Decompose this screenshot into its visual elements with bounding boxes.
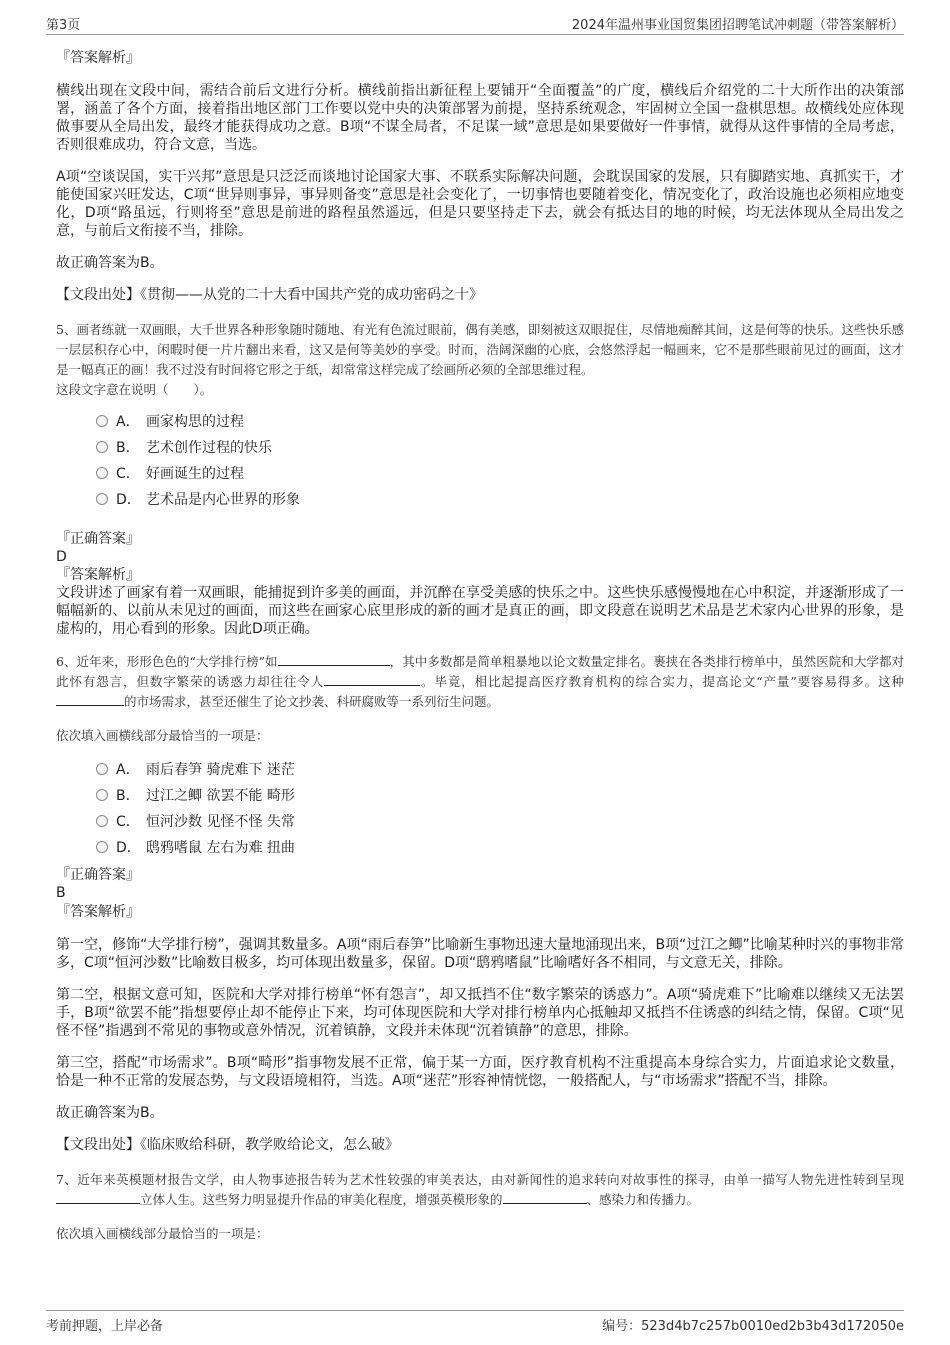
q4-analysis-para-2: A项“空谈误国，实干兴邦”意思是只泛泛而谈地讨论国家大事、不联系实际解决问题，会耽误国家的发展，只有脚踏实地、真抓实干，才能使国家兴旺发达，C项“世异则事异，事异则备变”意思是社会变化了，一切事情也要随着变化，情况变化了，政治设施也必须相应地变化，D项“路虽远，行则将至”意思是前进的路程虽然遥远，但是只要坚持走下去，就会有抵达目的地的时候，均无法体现从全局出发之意，与前后文衔接不当，排除。 bbox=[56, 169, 904, 239]
q5-analysis-label: 『答案解析』 bbox=[56, 567, 140, 583]
q5-option-a[interactable]: A． 画家构思的过程 bbox=[96, 408, 904, 434]
radio-icon[interactable] bbox=[96, 841, 108, 853]
q5-option-d[interactable]: D． 艺术品是内心世界的形象 bbox=[96, 486, 904, 512]
radio-icon[interactable] bbox=[96, 789, 108, 801]
q6-analysis-para-4: 故正确答案为B。 bbox=[56, 1105, 164, 1121]
q6-options bbox=[96, 756, 904, 860]
q5-option-b[interactable]: B． 艺术创作过程的快乐 bbox=[96, 434, 904, 460]
q6-option-b[interactable]: B． 过江之鲫 欲罢不能 畸形 bbox=[96, 782, 904, 808]
radio-icon[interactable] bbox=[96, 493, 108, 505]
q5-answer: D bbox=[56, 549, 67, 565]
q6-answer: B bbox=[56, 885, 66, 901]
blank-3 bbox=[56, 693, 124, 706]
q6-answer-label: 『正确答案』 bbox=[56, 867, 140, 883]
blank-2 bbox=[503, 1191, 587, 1204]
q6-question-text: 6、近年来，形形色色的“大学排行榜”如 ，其中多数都是简单粗暴地以论文数量定排名。裹挟在各类排行榜单中，虽然医院和大学都对此怀有怨言，但数字繁荣的诱惑力却往往令人 。毕竟，相比起提高医疗教育机构的综合实力，提高论文“产量”要容易得多。这种的市场需求，甚至还催生了论文抄袭、科研腐败等一系列衍生问题。 bbox=[56, 654, 904, 709]
q4-analysis-label: 『答案解析』 bbox=[56, 50, 140, 66]
q7-question-text: 7、近年来英模题材报告文学，由人物事迹报告转为艺术性较强的审美表达，由对新闻性的追求转向对故事性的探寻，由单一描写人物先进性转到呈现立体人生。这些努力明显提升作品的审美化程度，增强英模形象的 、感染力和传播力。 bbox=[56, 1172, 904, 1207]
q4-analysis-para-1: 横线出现在文段中间，需结合前后文进行分析。横线前指出新征程上要铺开“全面覆盖”的广度，横线后介绍党的二十大所作出的决策部署，涵盖了各个方面，接着指出地区部门工作要以党中央的决策部署为前提，坚持系统观念，牢固树立全国一盘棋思想。故横线处应体现做事要从全局出发，最终才能获得成功之意。B项“不谋全局者，不足谋一域”意思是如果要做好一件事情，就得从这件事情的全局考虑，否则很难成功，符合文意，当选。 bbox=[56, 83, 904, 153]
page-header bbox=[46, 12, 904, 35]
q4-analysis-para-3: 故正确答案为B。 bbox=[56, 255, 164, 271]
q6-option-d[interactable]: D． 鸱鸦嗜鼠 左右为难 扭曲 bbox=[96, 834, 904, 860]
document-title: 2024年温州事业国贸集团招聘笔试冲刺题（带答案解析） bbox=[571, 18, 904, 33]
q6-option-c[interactable]: C． 恒河沙数 见怪不怪 失常 bbox=[96, 808, 904, 834]
q6-analysis-label: 『答案解析』 bbox=[56, 904, 140, 920]
footer-slogan: 考前押题，上岸必备 bbox=[46, 1319, 164, 1334]
q5-analysis: 文段讲述了画家有着一双画眼，能捕捉到许多美的画面，并沉醉在享受美感的快乐之中。这些快乐感慢慢地在心中积淀，并逐渐形成了一幅幅新的、以前从未见过的画面，而这些在画家心底里形成的新的画才是真正的画，即文段意在说明艺术品是艺术家内心世界的形象，是虚构的，用心看到的形象。因此D项正确。 bbox=[56, 585, 904, 637]
page-footer bbox=[46, 1310, 904, 1333]
q5-option-c[interactable]: C． 好画诞生的过程 bbox=[96, 460, 904, 486]
q5-answer-label: 『正确答案』 bbox=[56, 531, 140, 547]
radio-icon[interactable] bbox=[96, 763, 108, 775]
blank-2 bbox=[324, 673, 420, 686]
q7-prompt: 依次填入画横线部分最恰当的一项是： bbox=[56, 1226, 269, 1241]
q4-source: 【文段出处】《贯彻——从党的二十大看中国共产党的成功密码之十》 bbox=[56, 287, 483, 303]
q6-option-a[interactable]: A． 雨后春笋 骑虎难下 迷茫 bbox=[96, 756, 904, 782]
page-content bbox=[56, 40, 904, 1254]
q5-options bbox=[96, 408, 904, 512]
q5-prompt: 这段文字意在说明（ ）。 bbox=[56, 382, 213, 397]
blank-1 bbox=[278, 653, 390, 666]
radio-icon[interactable] bbox=[96, 815, 108, 827]
q5-question-text: 5、画者练就一双画眼，大千世界各种形象随时随地、有光有色流过眼前，偶有美感，即刻被这双眼捉住，尽情地痴醉其间，这是何等的快乐。这些快乐感一层层积存心中，闲暇时便一片片翻出来看，这又是何等美妙的享受。时而，浩阔深幽的心底，会悠然浮起一幅画来，它不是那些眼前见过的画面，这才是一幅真正的画！我不过没有时间将它形之于纸，却常常这样完成了绘画所必须的全部思维过程。 bbox=[56, 322, 904, 377]
q6-analysis-para-2: 第二空，根据文意可知，医院和大学对排行榜单“怀有怨言”，却又抵挡不住“数字繁荣的诱惑力”。A项“骑虎难下”比喻难以继续又无法罢手，B项“欲罢不能”指想要停止却不能停止下来，均可体现医院和大学对排行榜单内心抵触却又抵挡不住诱惑的纠结之情，保留。C项“见怪不怪”指遇到不常见的事物或意外情况，沉着镇静，文段并未体现“沉着镇静”的意思，排除。 bbox=[56, 987, 904, 1039]
q6-prompt: 依次填入画横线部分最恰当的一项是： bbox=[56, 728, 269, 743]
radio-icon[interactable] bbox=[96, 441, 108, 453]
radio-icon[interactable] bbox=[96, 467, 108, 479]
q6-analysis-para-3: 第三空，搭配“市场需求”。B项“畸形”指事物发展不正常，偏于某一方面，医疗教育机构不注重提高本身综合实力，片面追求论文数量，恰是一种不正常的发展态势，与文段语境相符，当选。A项“迷茫”形容神情恍惚，一般搭配人，与“市场需求”搭配不当，排除。 bbox=[56, 1055, 904, 1089]
document-code: 编号：523d4b7c257b0010ed2b3b43d172050e bbox=[602, 1319, 904, 1334]
radio-icon[interactable] bbox=[96, 415, 108, 427]
q6-analysis-para-1: 第一空，修饰“大学排行榜”，强调其数量多。A项“雨后春笋”比喻新生事物迅速大量地涌现出来，B项“过江之鲫”比喻某种时兴的事物非常多，C项“恒河沙数”比喻数目极多，均可体现出数量多，保留。D项“鸱鸦嗜鼠”比喻嗜好各不相同，与文意无关，排除。 bbox=[56, 937, 904, 971]
page-number: 第3页 bbox=[46, 18, 81, 33]
q6-source: 【文段出处】《临床败给科研，教学败给论文，怎么破》 bbox=[56, 1137, 399, 1153]
blank-1 bbox=[56, 1191, 140, 1204]
